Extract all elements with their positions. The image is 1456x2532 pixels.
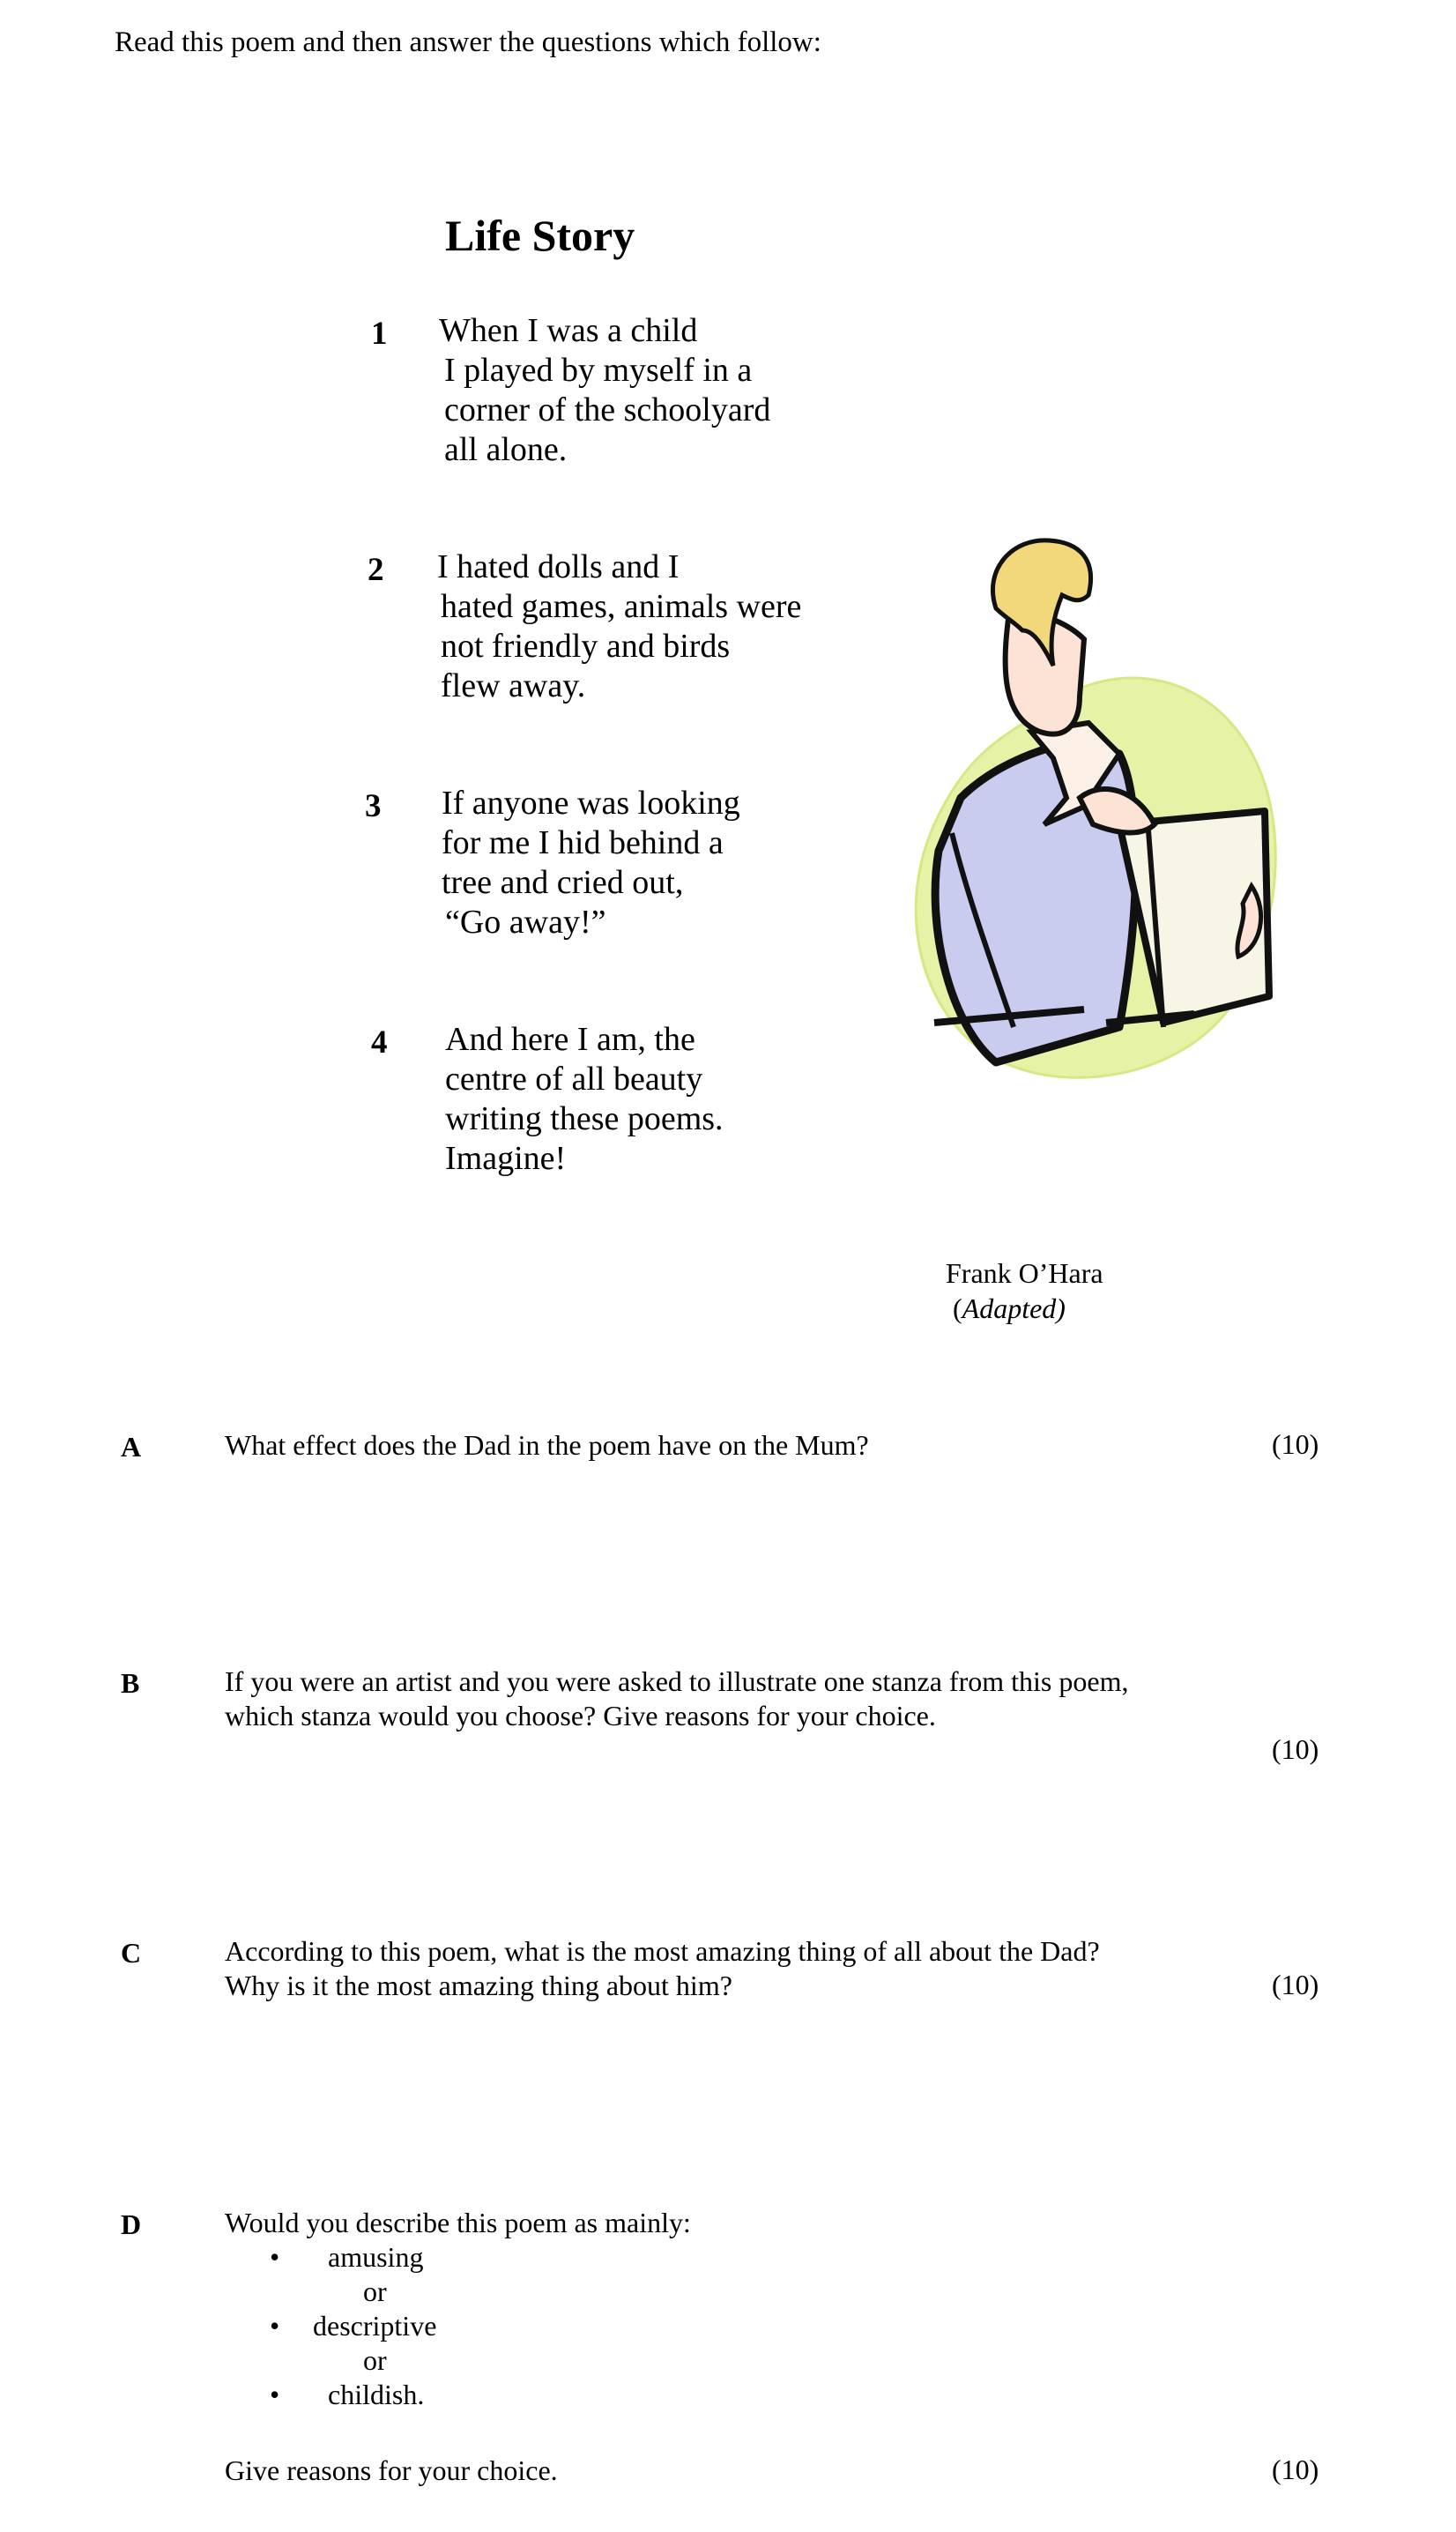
question-letter-a: A [121,1431,142,1463]
question-text: What effect does the Dad in the poem have on the Mum? [225,1429,869,1461]
marks-a: (10) [1272,1428,1319,1460]
question-b [225,1664,1128,1733]
poem-line: If anyone was looking [442,785,740,822]
option-childish: childish. [328,2379,425,2410]
poem-line: I hated dolls and I [437,548,680,585]
author-note: (Adapted) [953,1292,1066,1324]
stanza-4 [445,1020,724,1179]
poem-line: writing these poems. [445,1100,724,1137]
stanza-1 [439,311,770,470]
poem-line: corner of the schoolyard [444,391,771,428]
question-text: According to this poem, what is the most amazing thing of all about the Dad? [225,1935,1100,1967]
option-amusing: amusing [328,2241,424,2273]
option-descriptive: descriptive [313,2310,437,2342]
poem-line: flew away. [441,667,586,704]
stanza-number: 4 [371,1024,388,1061]
stanza-3 [442,784,740,942]
man-reading-paper-icon [899,533,1291,1084]
bullet-icon: • [270,2241,280,2273]
poem-line: I played by myself in a [444,352,753,389]
poem-line: tree and cried out, [442,864,684,901]
poem-line: When I was a child [439,312,698,349]
poem-line: for me I hid behind a [442,824,724,861]
question-text: Why is it the most amazing thing about him? [225,1970,732,2001]
question-c [225,1934,1100,2003]
question-text: which stanza would you choose? Give reasons for your choice. [225,1700,936,1731]
poem-line: hated games, animals were [441,588,802,625]
author-name: Frank O’Hara [946,1257,1103,1289]
question-text: Would you describe this poem as mainly: [225,2207,691,2238]
question-letter-d: D [121,2208,142,2240]
poem-line: all alone. [444,431,568,468]
stanza-number: 3 [365,788,382,824]
option-connector: or [363,2275,387,2307]
question-a [225,1428,869,1463]
bullet-icon: • [270,2379,280,2410]
stanza-number: 1 [371,316,388,352]
option-connector: or [363,2344,387,2376]
author-credit [946,1255,1103,1326]
instructions: Read this poem and then answer the questions which follow: [115,26,821,58]
poem-title: Life Story [445,211,635,260]
poem-line: Imagine! [445,1140,567,1177]
poem-line: “Go away!” [445,904,606,941]
poem-line: centre of all beauty [445,1061,703,1098]
question-letter-b: B [121,1667,140,1699]
question-letter-c: C [121,1937,142,1969]
question-d-closing: Give reasons for your choice. [225,2454,558,2486]
marks-b: (10) [1272,1733,1319,1765]
stanza-number: 2 [368,552,384,588]
question-text: If you were an artist and you were asked to illustrate one stanza from this poem, [225,1665,1129,1697]
marks-c: (10) [1272,1969,1319,2000]
marks-d: (10) [1272,2454,1319,2485]
poem-line: not friendly and birds [441,628,731,665]
question-d [225,2206,691,2240]
poem-line: And here I am, the [445,1021,695,1058]
bullet-icon: • [270,2310,280,2342]
stanza-2 [437,547,801,706]
